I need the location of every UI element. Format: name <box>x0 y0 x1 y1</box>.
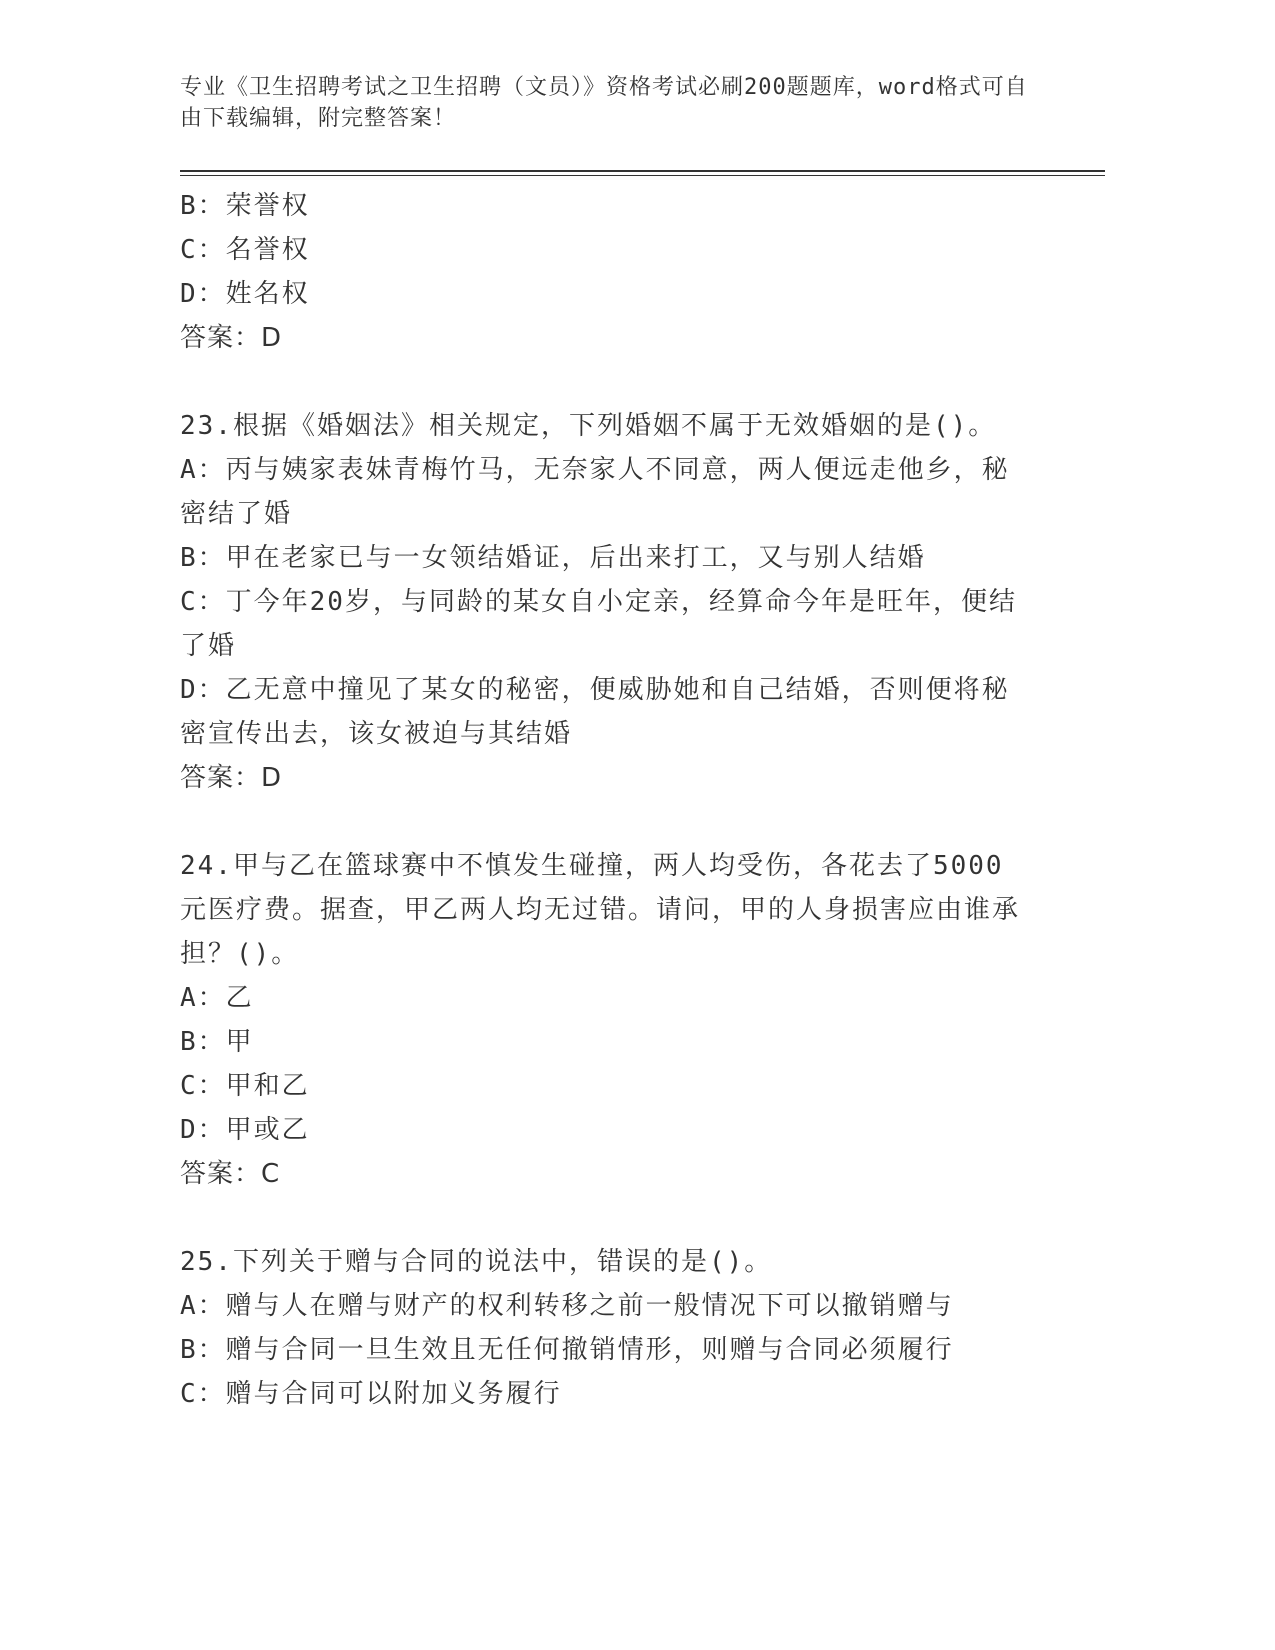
header-divider-thin <box>180 175 1105 176</box>
page-header-text: 专业《卫生招聘考试之卫生招聘（文员）》资格考试必刷200题题库，word格式可自由下载编辑，附完整答案！ <box>180 75 1028 131</box>
option-c: C：甲和乙 <box>180 1071 310 1101</box>
option-c: C：名誉权 <box>180 235 310 265</box>
question-23 <box>180 404 1030 800</box>
question-24 <box>180 844 1030 1196</box>
question-stem: 23.根据《婚姻法》相关规定，下列婚姻不属于无效婚姻的是()。 <box>180 411 997 441</box>
option-c: C：丁今年20岁，与同龄的某女自小定亲，经算命今年是旺年，便结了婚 <box>180 587 1017 661</box>
answer-line: 答案：D <box>180 763 283 793</box>
header-divider-thick <box>180 170 1105 172</box>
question-22-continued <box>180 184 1030 360</box>
option-c: C：赠与合同可以附加义务履行 <box>180 1379 562 1409</box>
spacer <box>180 360 1030 404</box>
option-a: A：乙 <box>180 983 254 1013</box>
option-d: D：甲或乙 <box>180 1115 310 1145</box>
spacer <box>180 800 1030 844</box>
document-body <box>180 184 1030 1416</box>
question-stem: 25.下列关于赠与合同的说法中，错误的是()。 <box>180 1247 773 1277</box>
option-a: A：赠与人在赠与财产的权利转移之前一般情况下可以撤销赠与 <box>180 1291 954 1321</box>
question-25 <box>180 1240 1030 1416</box>
answer-line: 答案：C <box>180 1159 281 1189</box>
answer-line: 答案：D <box>180 323 283 353</box>
option-d: D：乙无意中撞见了某女的秘密，便威胁她和自己结婚，否则便将秘密宣传出去，该女被迫与其结婚 <box>180 675 1010 749</box>
option-b: B：甲在老家已与一女领结婚证，后出来打工，又与别人结婚 <box>180 543 926 573</box>
option-b: B：甲 <box>180 1027 254 1057</box>
option-a: A：丙与姨家表妹青梅竹马，无奈家人不同意，两人便远走他乡，秘密结了婚 <box>180 455 1010 529</box>
option-b: B：赠与合同一旦生效且无任何撤销情形，则赠与合同必须履行 <box>180 1335 954 1365</box>
spacer <box>180 1196 1030 1240</box>
option-d: D：姓名权 <box>180 279 310 309</box>
option-b: B：荣誉权 <box>180 191 310 221</box>
question-stem: 24.甲与乙在篮球赛中不慎发生碰撞，两人均受伤，各花去了5000元医疗费。据查，甲乙两人均无过错。请问，甲的人身损害应由谁承担？()。 <box>180 851 1021 969</box>
